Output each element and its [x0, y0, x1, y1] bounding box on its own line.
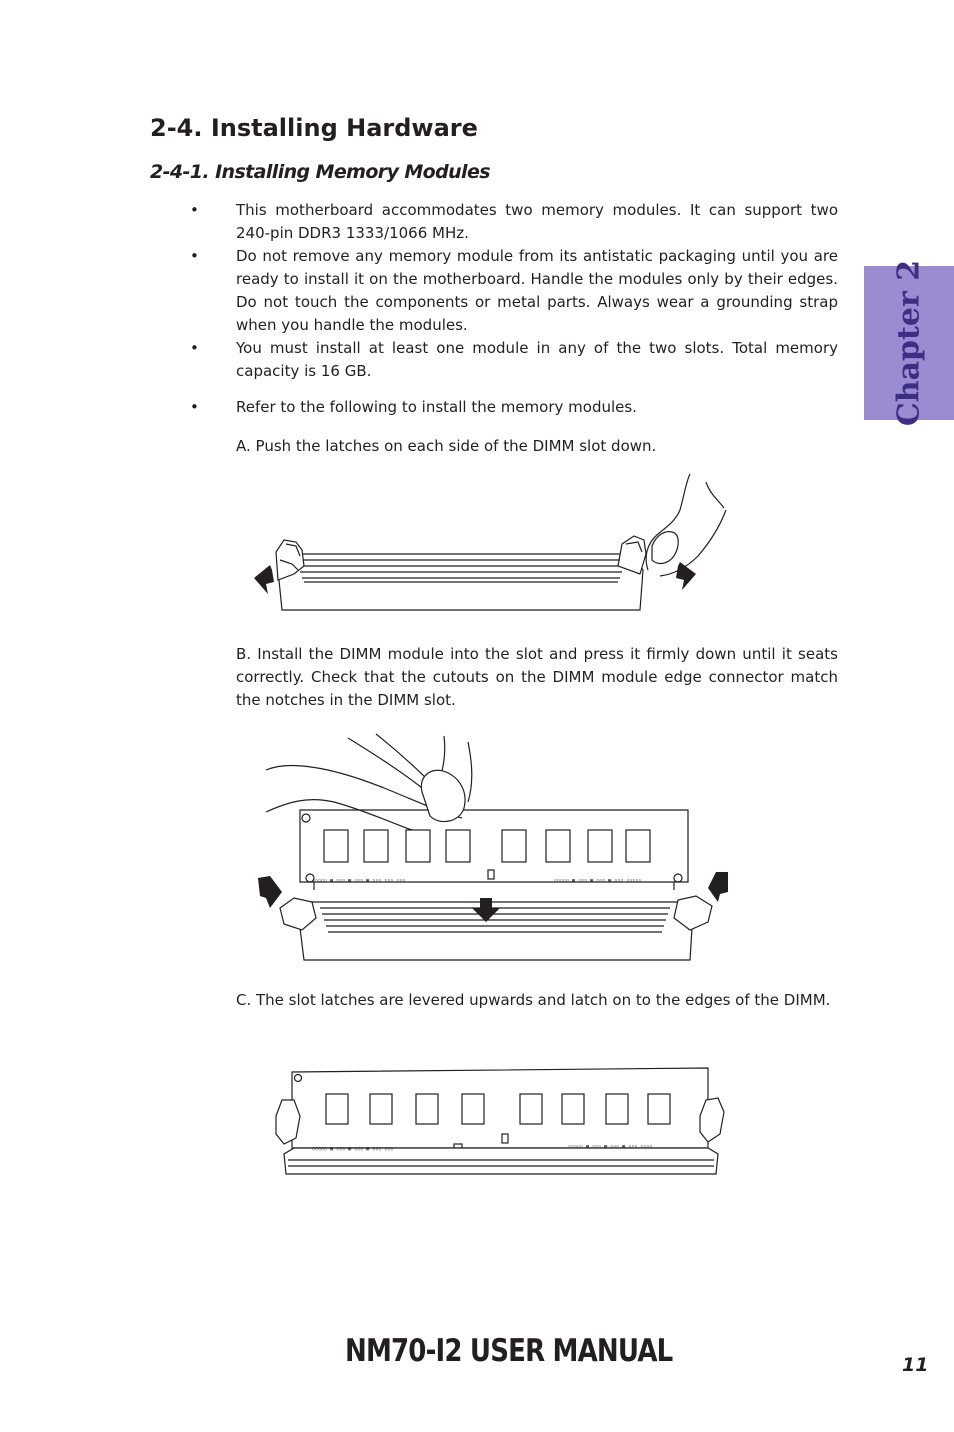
bullet-text: You must install at least one module in any of the two slots. Total memory capacity is 16 GB.	[236, 339, 838, 380]
figure-insert-dimm	[254, 732, 734, 972]
figure-latched-dimm	[268, 1064, 732, 1180]
step-b-text: B. Install the DIMM module into the slot and press it firmly down until it seats correctly. Check that the cutouts on the DIMM module edge connector match the notches in the DIMM slot.	[236, 645, 838, 709]
figure-push-latches	[248, 470, 728, 615]
svg-text:▯▯▯▯▯ ▦ ▯▯▯ ▦ ▯▯▯ ▦ ▯▯▯ ▯▯▯: ▯▯▯▯▯ ▦ ▯▯▯ ▦ ▯▯▯ ▦ ▯▯▯ ▯▯▯	[312, 1146, 394, 1152]
svg-text:▯▯▯▯▯ ▦ ▯▯▯ ▦ ▯▯▯ ▦ ▯▯▯ ▯▯▯▯: ▯▯▯▯▯ ▦ ▯▯▯ ▦ ▯▯▯ ▦ ▯▯▯ ▯▯▯▯	[568, 1144, 653, 1150]
step-a-text: A. Push the latches on each side of the DIMM slot down.	[236, 437, 657, 455]
bullet-marker: •	[190, 398, 199, 416]
svg-text:▯▯▯▯▯ ▦ ▯▯▯ ▦ ▯▯▯ ▦ ▯▯▯ ▯▯▯ ▯▯: ▯▯▯▯▯ ▦ ▯▯▯ ▦ ▯▯▯ ▦ ▯▯▯ ▯▯▯ ▯▯▯	[312, 878, 406, 884]
page-number: 11	[902, 1354, 929, 1376]
manual-title: NM70-I2 USER MANUAL	[345, 1333, 673, 1369]
bullet-marker: •	[190, 339, 199, 357]
bullet-marker: •	[190, 201, 199, 219]
step-c-text: C. The slot latches are levered upwards and latch on to the edges of the DIMM.	[236, 991, 831, 1009]
bullet-text: Do not remove any memory module from its antistatic packaging until you are ready to install it on the motherboard. Handle the modules only by their edges. Do not touch the components or metal parts. Always wear a grounding strap when you handle the modules.	[236, 247, 838, 334]
bullet-marker: •	[190, 247, 199, 265]
subsection-title: 2-4-1. Installing Memory Modules	[150, 161, 490, 183]
chapter-tab	[864, 259, 954, 427]
section-title: 2-4. Installing Hardware	[150, 114, 478, 142]
bullet-text: Refer to the following to install the memory modules.	[236, 398, 637, 416]
svg-text:▯▯▯▯▯ ▦ ▯▯▯ ▦ ▯▯▯ ▦ ▯▯▯ ▯▯▯▯▯: ▯▯▯▯▯ ▦ ▯▯▯ ▦ ▯▯▯ ▦ ▯▯▯ ▯▯▯▯▯	[554, 878, 642, 884]
bullet-text: This motherboard accommodates two memory modules. It can support two 240-pin DDR3 1333/1066 MHz.	[236, 201, 838, 242]
chapter-tab-label: Chapter 2	[891, 259, 927, 427]
